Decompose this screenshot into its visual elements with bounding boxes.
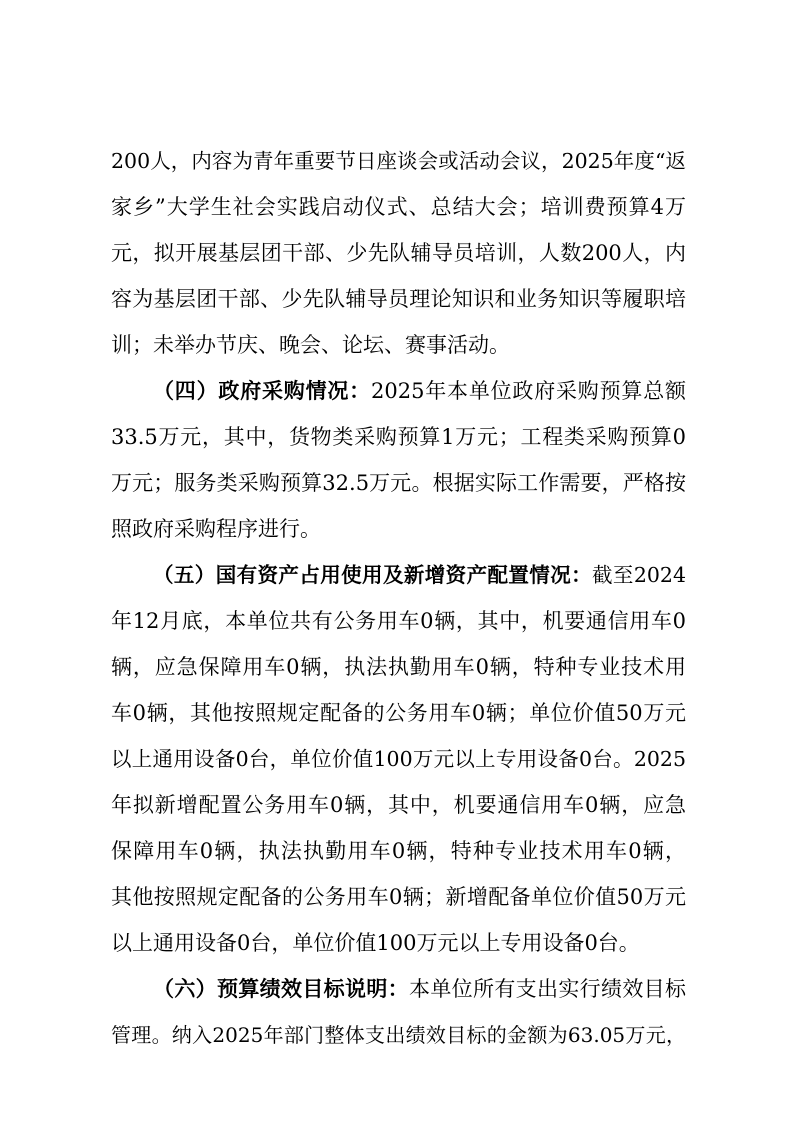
section-6-first-text: 本单位所有支出实行绩效目标 [409, 977, 686, 1001]
section-5-heading: （五）国有资产占用使用及新增资产配置情况： [153, 563, 593, 587]
paragraph-line: 以上通用设备0台，单位价值100万元以上专用设备0台。 [111, 931, 640, 955]
section-4-first-text: 2025年本单位政府采购预算总额 [370, 379, 686, 403]
paragraph-line: 家乡”大学生社会实践启动仪式、总结大会；培训费预算4万 [111, 195, 686, 219]
section-4-heading: （四）政府采购情况： [153, 379, 371, 403]
paragraph-line: 以上通用设备0台，单位价值100万元以上专用设备0台。2025 [111, 747, 686, 771]
paragraph-line: 其他按照规定配备的公务用车0辆；新增配备单位价值50万元 [111, 885, 686, 909]
paragraph-line: 元，拟开展基层团干部、少先队辅导员培训，人数200人，内 [111, 241, 686, 265]
paragraph-line: 训；未举办节庆、晚会、论坛、赛事活动。 [111, 333, 510, 357]
section-4-first-line [153, 369, 686, 413]
section-5-first-text: 截至2024 [592, 563, 686, 587]
section-6-first-line [153, 967, 686, 1011]
paragraph-line: 万元；服务类采购预算32.5万元。根据实际工作需要，严格按 [111, 471, 686, 495]
paragraph-line: 管理。纳入2025年部门整体支出绩效目标的金额为63.05万元， [111, 1023, 686, 1047]
section-5-first-line [153, 553, 686, 597]
paragraph-line: 200人，内容为青年重要节日座谈会或活动会议，2025年度“返 [111, 149, 686, 173]
paragraph-line: 年拟新增配置公务用车0辆，其中，机要通信用车0辆，应急 [111, 793, 686, 817]
paragraph-line: 33.5万元，其中，货物类采购预算1万元；工程类采购预算0 [111, 425, 686, 449]
paragraph-line: 年12月底，本单位共有公务用车0辆，其中，机要通信用车0 [111, 609, 686, 633]
paragraph-line: 车0辆，其他按照规定配备的公务用车0辆；单位价值50万元 [111, 701, 686, 725]
section-6-heading: （六）预算绩效目标说明： [153, 977, 409, 1001]
paragraph-line: 保障用车0辆，执法执勤用车0辆，特种专业技术用车0辆， [111, 839, 686, 863]
paragraph-line: 辆，应急保障用车0辆，执法执勤用车0辆，特种专业技术用 [111, 655, 686, 679]
paragraph-line: 照政府采购程序进行。 [111, 517, 321, 541]
paragraph-line: 容为基层团干部、少先队辅导员理论知识和业务知识等履职培 [111, 287, 686, 311]
